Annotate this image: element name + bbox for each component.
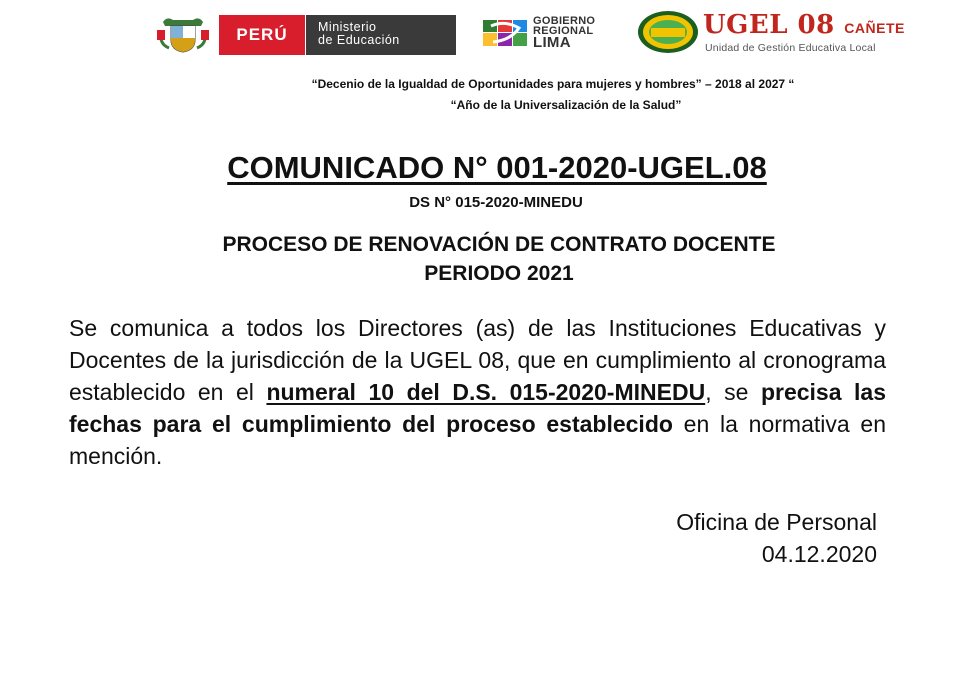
ugel-name: UGEL 08: [703, 10, 835, 40]
ministerio-line1: Ministerio: [318, 20, 377, 34]
gobierno-line2: REGIONAL: [533, 25, 594, 37]
ugel-title: [703, 10, 905, 40]
gobierno-line1: GOBIERNO: [533, 15, 596, 27]
peru-coat-of-arms-icon: [157, 14, 209, 54]
signature-block: [676, 506, 877, 570]
body-text-part1: Se comunica a todos los Directores (as) de las Instituciones Educativas y Docentes de la jurisdicción de la UGEL 08, que en cumplimiento al cronograma establecido en el: [69, 315, 886, 405]
peru-logo-box: [219, 15, 305, 55]
body-normative-reference: numeral 10 del D.S. 015-2020-MINEDU: [266, 379, 706, 405]
gobierno-regional-text: [533, 16, 595, 50]
document-date: 04.12.2020: [761, 541, 877, 567]
ugel-city: CAÑETE: [844, 20, 905, 36]
process-heading-line1: PROCESO DE RENOVACIÓN DE CONTRATO DOCENTE: [222, 233, 776, 256]
motto-decenio: “Decenio de la Igualdad de Oportunidades para mujeres y hombres” – 2018 al 2027 “: [311, 77, 795, 91]
process-heading-line2: PERIODO 2021: [424, 262, 574, 285]
motto-anio: “Año de la Universalización de la Salud”: [450, 98, 682, 112]
document-title: COMUNICADO N° 001-2020-UGEL.08: [227, 150, 767, 185]
ministerio-logo-box: [306, 15, 456, 55]
ugel-emblem-icon: [637, 10, 699, 54]
ministerio-line2: de Educación: [318, 33, 400, 47]
peru-label: PERÚ: [236, 25, 288, 44]
body-emphasis: precisa las fechas para el cumplimiento del proceso establecido: [69, 379, 886, 437]
ugel-subtitle: Unidad de Gestión Educativa Local: [705, 42, 876, 54]
gobierno-line3: LIMA: [533, 34, 571, 51]
communique-body: [69, 312, 886, 472]
office-name: Oficina de Personal: [676, 509, 877, 535]
body-text-part2: , se: [705, 379, 761, 405]
ds-reference: DS N° 015-2020-MINEDU: [409, 194, 583, 211]
body-text-part3: en la normativa en mención.: [69, 411, 886, 469]
gobierno-regional-logo-icon: [483, 18, 529, 50]
